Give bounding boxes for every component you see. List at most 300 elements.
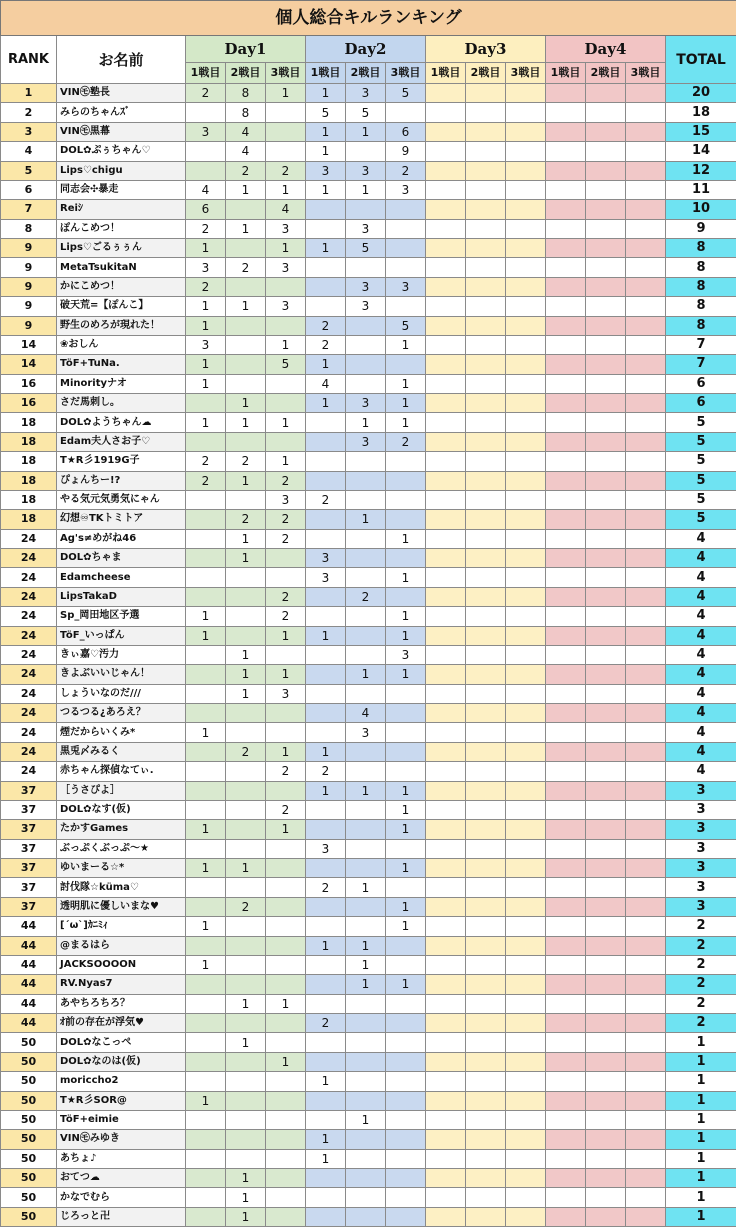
kill-cell xyxy=(426,626,466,645)
kill-cell xyxy=(306,1091,346,1110)
kill-cell xyxy=(386,355,426,374)
kill-cell xyxy=(306,432,346,451)
match-header: 2戦目 xyxy=(466,63,506,84)
player-name: 透明肌に優しいまな♥ xyxy=(57,897,186,916)
kill-cell: 1 xyxy=(226,684,266,703)
kill-cell: 2 xyxy=(186,84,226,103)
table-row xyxy=(1,587,736,606)
rank-cell: 9 xyxy=(1,316,57,335)
kill-cell xyxy=(426,568,466,587)
kill-cell xyxy=(466,897,506,916)
total-cell: 14 xyxy=(666,142,736,161)
kill-cell xyxy=(586,1149,626,1168)
kill-cell xyxy=(586,1033,626,1052)
kill-cell xyxy=(626,587,666,606)
kill-cell xyxy=(546,84,586,103)
kill-cell xyxy=(506,180,546,199)
total-cell: 10 xyxy=(666,200,736,219)
kill-cell xyxy=(626,723,666,742)
kill-cell xyxy=(586,1207,626,1226)
player-name: たかすGames xyxy=(57,820,186,839)
kill-cell xyxy=(546,1130,586,1149)
kill-cell xyxy=(466,277,506,296)
kill-cell xyxy=(506,1207,546,1226)
kill-cell xyxy=(346,762,386,781)
kill-cell xyxy=(306,897,346,916)
kill-cell xyxy=(186,1188,226,1207)
kill-cell xyxy=(306,975,346,994)
kill-cell: 1 xyxy=(346,955,386,974)
kill-cell: 1 xyxy=(306,122,346,141)
kill-cell: 1 xyxy=(186,355,226,374)
kill-cell xyxy=(266,394,306,413)
table-row xyxy=(1,859,736,878)
kill-cell xyxy=(506,742,546,761)
kill-cell xyxy=(306,665,346,684)
kill-cell xyxy=(626,742,666,761)
kill-cell xyxy=(586,355,626,374)
kill-cell: 1 xyxy=(346,878,386,897)
kill-cell xyxy=(626,277,666,296)
kill-cell: 1 xyxy=(306,1072,346,1091)
player-name: TöF+TuNa. xyxy=(57,355,186,374)
kill-cell xyxy=(426,200,466,219)
kill-cell: 2 xyxy=(266,800,306,819)
rank-cell: 24 xyxy=(1,723,57,742)
kill-cell xyxy=(386,103,426,122)
kill-cell: 4 xyxy=(186,180,226,199)
kill-cell: 1 xyxy=(226,413,266,432)
kill-cell: 3 xyxy=(266,258,306,277)
kill-cell xyxy=(226,626,266,645)
kill-cell xyxy=(546,335,586,354)
kill-cell xyxy=(266,1169,306,1188)
table-row xyxy=(1,316,736,335)
kill-cell: 1 xyxy=(266,626,306,645)
kill-cell xyxy=(226,1014,266,1033)
kill-cell xyxy=(626,936,666,955)
table-row xyxy=(1,704,736,723)
rank-cell: 37 xyxy=(1,878,57,897)
total-cell: 20 xyxy=(666,84,736,103)
kill-cell xyxy=(466,161,506,180)
kill-cell xyxy=(506,859,546,878)
kill-cell xyxy=(466,723,506,742)
rank-cell: 2 xyxy=(1,103,57,122)
player-name: Lips♡ごるぅぅん xyxy=(57,239,186,258)
total-cell: 11 xyxy=(666,180,736,199)
kill-cell xyxy=(226,975,266,994)
kill-cell xyxy=(466,103,506,122)
kill-cell xyxy=(506,800,546,819)
kill-cell xyxy=(186,781,226,800)
rank-cell: 18 xyxy=(1,413,57,432)
kill-cell xyxy=(506,161,546,180)
rank-cell: 44 xyxy=(1,917,57,936)
kill-cell xyxy=(426,1110,466,1129)
kill-cell: 1 xyxy=(186,374,226,393)
player-name: ゆいまーる☆* xyxy=(57,859,186,878)
kill-cell xyxy=(626,180,666,199)
kill-cell xyxy=(586,297,626,316)
kill-cell xyxy=(626,1110,666,1129)
kill-cell: 1 xyxy=(266,180,306,199)
kill-cell xyxy=(586,897,626,916)
kill-cell xyxy=(546,762,586,781)
kill-cell xyxy=(186,1149,226,1168)
kill-cell: 1 xyxy=(226,471,266,490)
kill-cell: 3 xyxy=(186,335,226,354)
kill-cell xyxy=(546,122,586,141)
kill-cell: 3 xyxy=(386,180,426,199)
kill-cell xyxy=(626,452,666,471)
kill-cell xyxy=(226,704,266,723)
kill-cell xyxy=(186,897,226,916)
kill-cell xyxy=(586,684,626,703)
rank-cell: 50 xyxy=(1,1110,57,1129)
table-row xyxy=(1,219,736,238)
total-cell: 12 xyxy=(666,161,736,180)
rank-cell: 37 xyxy=(1,800,57,819)
kill-cell xyxy=(506,723,546,742)
kill-cell xyxy=(426,103,466,122)
kill-cell xyxy=(426,432,466,451)
kill-cell xyxy=(186,510,226,529)
kill-cell xyxy=(426,723,466,742)
kill-cell xyxy=(546,490,586,509)
kill-cell xyxy=(586,742,626,761)
kill-cell xyxy=(466,568,506,587)
kill-cell xyxy=(626,510,666,529)
kill-cell: 1 xyxy=(346,122,386,141)
kill-cell xyxy=(186,1014,226,1033)
kill-cell xyxy=(386,1149,426,1168)
table-row xyxy=(1,180,736,199)
rank-cell: 24 xyxy=(1,549,57,568)
kill-cell: 1 xyxy=(346,665,386,684)
kill-cell xyxy=(226,820,266,839)
kill-cell xyxy=(466,316,506,335)
kill-cell xyxy=(626,859,666,878)
kill-cell xyxy=(426,161,466,180)
name-header: お名前 xyxy=(57,36,186,84)
kill-cell xyxy=(306,413,346,432)
kill-cell xyxy=(346,452,386,471)
player-name: Lips♡chigu xyxy=(57,161,186,180)
kill-cell xyxy=(386,684,426,703)
player-name: みらのちゃんｽﾞ xyxy=(57,103,186,122)
kill-cell xyxy=(386,878,426,897)
player-name: やる気元気勇気にゃん xyxy=(57,490,186,509)
kill-cell xyxy=(186,568,226,587)
kill-cell: 5 xyxy=(306,103,346,122)
player-name: きよぶいいじゃん！ xyxy=(57,665,186,684)
rank-cell: 6 xyxy=(1,180,57,199)
kill-cell xyxy=(226,917,266,936)
kill-cell xyxy=(506,936,546,955)
kill-cell xyxy=(466,917,506,936)
kill-cell xyxy=(466,180,506,199)
kill-cell: 5 xyxy=(266,355,306,374)
kill-cell xyxy=(426,219,466,238)
kill-cell: 3 xyxy=(346,432,386,451)
kill-cell xyxy=(586,432,626,451)
kill-cell: 3 xyxy=(386,645,426,664)
total-cell: 8 xyxy=(666,239,736,258)
kill-cell xyxy=(546,684,586,703)
total-cell: 4 xyxy=(666,607,736,626)
kill-cell xyxy=(466,762,506,781)
player-name: あやちろちろ？ xyxy=(57,994,186,1013)
kill-cell xyxy=(226,355,266,374)
kill-cell: 1 xyxy=(266,994,306,1013)
kill-cell: 4 xyxy=(346,704,386,723)
rank-cell: 37 xyxy=(1,897,57,916)
rank-cell: 50 xyxy=(1,1091,57,1110)
kill-cell xyxy=(546,374,586,393)
player-name: ［うさぴよ］ xyxy=(57,781,186,800)
table-row xyxy=(1,1014,736,1033)
kill-cell xyxy=(466,645,506,664)
kill-cell: 1 xyxy=(266,335,306,354)
player-name: ぽんこめつ！ xyxy=(57,219,186,238)
rank-cell: 18 xyxy=(1,510,57,529)
kill-cell xyxy=(586,1052,626,1071)
kill-cell xyxy=(626,471,666,490)
kill-cell xyxy=(546,161,586,180)
kill-cell xyxy=(386,994,426,1013)
player-name: おてつ☁ xyxy=(57,1169,186,1188)
kill-cell: 6 xyxy=(186,200,226,219)
table-row xyxy=(1,1110,736,1129)
kill-cell xyxy=(586,781,626,800)
kill-cell xyxy=(426,413,466,432)
kill-cell: 1 xyxy=(386,859,426,878)
rank-cell: 24 xyxy=(1,704,57,723)
kill-cell xyxy=(426,394,466,413)
kill-cell: 1 xyxy=(386,975,426,994)
kill-cell xyxy=(306,955,346,974)
total-cell: 3 xyxy=(666,897,736,916)
kill-cell xyxy=(466,297,506,316)
kill-cell xyxy=(506,1014,546,1033)
kill-cell xyxy=(546,413,586,432)
kill-cell xyxy=(426,84,466,103)
kill-cell xyxy=(546,1091,586,1110)
total-cell: 4 xyxy=(666,684,736,703)
kill-cell: 3 xyxy=(346,723,386,742)
table-row xyxy=(1,355,736,374)
kill-cell xyxy=(586,1072,626,1091)
kill-cell: 1 xyxy=(306,180,346,199)
player-name: つるつる¿あろえ？ xyxy=(57,704,186,723)
kill-cell xyxy=(466,510,506,529)
total-cell: 4 xyxy=(666,645,736,664)
kill-cell xyxy=(506,394,546,413)
player-name: JACKSOOOON xyxy=(57,955,186,974)
kill-cell xyxy=(466,936,506,955)
kill-cell xyxy=(426,1188,466,1207)
player-name: きぃ嘉♡汚力 xyxy=(57,645,186,664)
rank-cell: 16 xyxy=(1,374,57,393)
kill-cell xyxy=(426,277,466,296)
table-row xyxy=(1,1072,736,1091)
rank-cell: 14 xyxy=(1,335,57,354)
kill-cell xyxy=(546,297,586,316)
kill-cell xyxy=(466,142,506,161)
kill-cell: 1 xyxy=(226,994,266,1013)
kill-cell xyxy=(586,277,626,296)
kill-cell: 1 xyxy=(226,665,266,684)
player-name: かなでむら xyxy=(57,1188,186,1207)
kill-cell xyxy=(386,1014,426,1033)
kill-cell: 2 xyxy=(346,587,386,606)
table-row xyxy=(1,1052,736,1071)
kill-cell xyxy=(586,452,626,471)
kill-cell xyxy=(466,84,506,103)
match-header: 2戦目 xyxy=(226,63,266,84)
kill-cell: 1 xyxy=(266,239,306,258)
kill-cell: 1 xyxy=(306,781,346,800)
total-cell: 1 xyxy=(666,1072,736,1091)
kill-cell xyxy=(346,200,386,219)
kill-cell xyxy=(626,820,666,839)
table-row xyxy=(1,665,736,684)
kill-cell xyxy=(186,1072,226,1091)
kill-cell xyxy=(546,142,586,161)
kill-cell xyxy=(586,103,626,122)
kill-cell xyxy=(226,587,266,606)
player-name: 赤ちゃん探偵なてぃ. xyxy=(57,762,186,781)
kill-cell xyxy=(506,549,546,568)
total-cell: 6 xyxy=(666,394,736,413)
kill-cell xyxy=(346,917,386,936)
kill-cell xyxy=(546,626,586,645)
kill-cell xyxy=(546,742,586,761)
kill-cell xyxy=(506,587,546,606)
kill-cell xyxy=(266,1091,306,1110)
kill-cell xyxy=(426,781,466,800)
player-name: RV.Nyas7 xyxy=(57,975,186,994)
kill-cell xyxy=(386,1052,426,1071)
kill-cell: 1 xyxy=(226,529,266,548)
player-name: DOL✿ちゃま xyxy=(57,549,186,568)
kill-cell: 1 xyxy=(226,1207,266,1226)
kill-cell xyxy=(466,1130,506,1149)
table-row xyxy=(1,568,736,587)
kill-cell xyxy=(466,742,506,761)
kill-cell xyxy=(346,684,386,703)
kill-cell: 1 xyxy=(346,936,386,955)
kill-cell xyxy=(626,239,666,258)
table-row xyxy=(1,781,736,800)
kill-cell xyxy=(626,200,666,219)
kill-cell xyxy=(426,452,466,471)
kill-cell xyxy=(586,820,626,839)
kill-cell xyxy=(186,1169,226,1188)
kill-cell xyxy=(226,936,266,955)
rank-header: RANK xyxy=(1,36,57,84)
player-name: Ag's≠めがね46 xyxy=(57,529,186,548)
kill-cell xyxy=(586,490,626,509)
kill-cell xyxy=(266,1207,306,1226)
kill-cell xyxy=(306,723,346,742)
kill-cell xyxy=(626,335,666,354)
kill-cell: 2 xyxy=(266,510,306,529)
kill-cell xyxy=(386,297,426,316)
kill-cell xyxy=(506,762,546,781)
player-name: 煙だからいくみ* xyxy=(57,723,186,742)
kill-cell: 1 xyxy=(186,316,226,335)
player-name: T★R彡SOR@ xyxy=(57,1091,186,1110)
kill-cell xyxy=(466,684,506,703)
kill-cell xyxy=(506,568,546,587)
kill-cell xyxy=(226,878,266,897)
kill-cell xyxy=(546,1052,586,1071)
kill-cell xyxy=(466,820,506,839)
kill-cell xyxy=(346,897,386,916)
day3-header: Day3 xyxy=(426,36,546,63)
kill-cell xyxy=(426,1072,466,1091)
table-row xyxy=(1,917,736,936)
kill-cell: 3 xyxy=(266,297,306,316)
kill-cell xyxy=(506,1188,546,1207)
kill-cell xyxy=(186,800,226,819)
kill-cell: 1 xyxy=(346,180,386,199)
kill-cell xyxy=(426,529,466,548)
player-name: @まるはら xyxy=(57,936,186,955)
table-row xyxy=(1,878,736,897)
kill-cell xyxy=(346,1207,386,1226)
kill-cell xyxy=(226,607,266,626)
total-cell: 5 xyxy=(666,490,736,509)
total-cell: 1 xyxy=(666,1033,736,1052)
kill-cell xyxy=(346,1014,386,1033)
kill-cell xyxy=(586,994,626,1013)
kill-cell: 3 xyxy=(266,490,306,509)
kill-cell: 3 xyxy=(346,161,386,180)
kill-cell xyxy=(426,839,466,858)
table-row xyxy=(1,161,736,180)
table-row xyxy=(1,1149,736,1168)
rank-cell: 50 xyxy=(1,1052,57,1071)
total-cell: 4 xyxy=(666,665,736,684)
kill-cell: 1 xyxy=(386,335,426,354)
kill-cell: 3 xyxy=(266,684,306,703)
kill-cell xyxy=(626,568,666,587)
player-name: VIN㋲黒幕 xyxy=(57,122,186,141)
kill-cell xyxy=(426,297,466,316)
kill-cell xyxy=(546,568,586,587)
kill-cell xyxy=(226,762,266,781)
player-name: さだ馬刺し。 xyxy=(57,394,186,413)
kill-cell xyxy=(506,917,546,936)
kill-cell xyxy=(586,704,626,723)
kill-cell: 1 xyxy=(266,413,306,432)
player-name: TöF+eimie xyxy=(57,1110,186,1129)
kill-cell: 3 xyxy=(186,122,226,141)
kill-cell xyxy=(266,1188,306,1207)
kill-cell xyxy=(506,955,546,974)
player-name: DOL✿なす(仮) xyxy=(57,800,186,819)
kill-cell: 1 xyxy=(306,355,346,374)
rank-cell: 8 xyxy=(1,219,57,238)
table-row xyxy=(1,897,736,916)
kill-cell xyxy=(266,645,306,664)
kill-cell xyxy=(186,142,226,161)
kill-cell xyxy=(586,762,626,781)
kill-cell xyxy=(346,1130,386,1149)
